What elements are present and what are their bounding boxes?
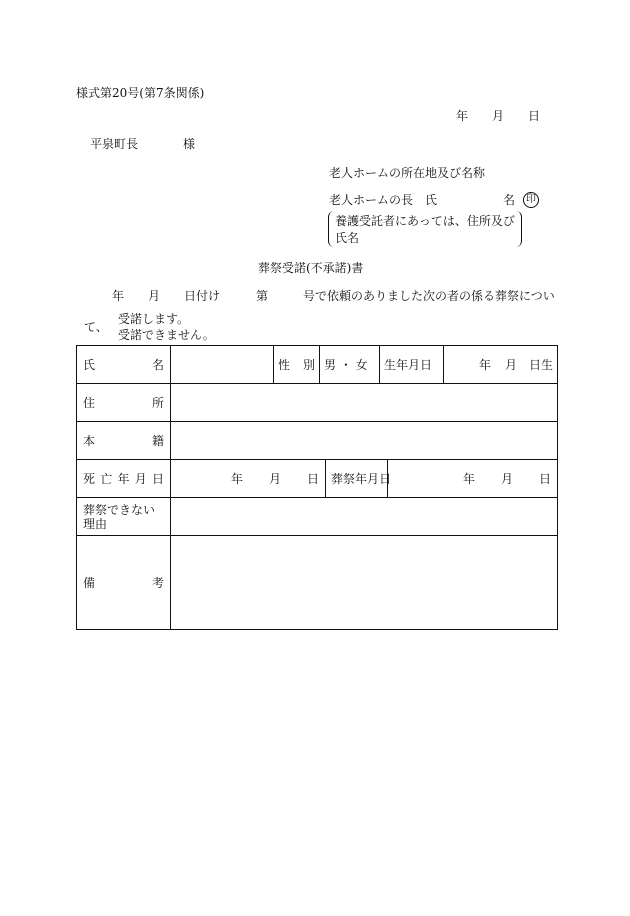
table-row-reason xyxy=(77,498,558,536)
name-label-cell: 氏 名 xyxy=(77,346,171,384)
deceased-info-table xyxy=(76,345,558,630)
sex-value-cell[interactable]: 男 ・ 女 xyxy=(320,346,380,384)
death-date-label-cell: 死 亡 年 月 日 xyxy=(77,460,171,498)
body-dai: 第 xyxy=(256,289,269,303)
table-row-dates xyxy=(77,460,558,498)
table-row-address xyxy=(77,384,558,422)
remarks-label-cell: 備 考 xyxy=(77,536,171,630)
birth-value-cell[interactable] xyxy=(444,346,558,384)
funeral-day: 日 xyxy=(539,471,552,486)
address-label-cell: 住 所 xyxy=(77,384,171,422)
address-input-cell[interactable] xyxy=(171,384,558,422)
funeral-year: 年 xyxy=(462,471,475,486)
table-row-remarks xyxy=(77,536,558,630)
funeral-date-label-cell: 葬 祭 年 月 日 xyxy=(326,460,388,498)
death-year: 年 xyxy=(230,471,243,486)
sender-name-suffix: 名 xyxy=(503,193,516,207)
funeral-date-value-cell[interactable] xyxy=(388,460,558,498)
sender-head-label: 老人ホームの長 氏 xyxy=(329,193,438,207)
header-date-year: 年 xyxy=(456,109,469,123)
seal-icon: 印 xyxy=(523,192,539,208)
reason-label-cell: 葬祭できない理由 xyxy=(77,498,171,536)
sex-label-cell: 性 別 xyxy=(274,346,320,384)
death-day: 日 xyxy=(306,471,319,486)
table-row-domicile xyxy=(77,422,558,460)
form-number: 様式第20号(第7条関係) xyxy=(76,86,205,100)
death-month: 月 xyxy=(268,471,281,486)
funeral-month: 月 xyxy=(501,471,514,486)
body-te: て、 xyxy=(84,320,108,334)
header-date-day: 日 xyxy=(528,109,541,123)
sender-note-line1: 養護受託者にあっては、住所及び xyxy=(335,214,515,228)
body-dated: 日付け xyxy=(184,289,221,303)
header-date-month: 月 xyxy=(492,109,505,123)
addressee-honorific: 様 xyxy=(183,137,196,151)
body-year: 年 xyxy=(112,289,125,303)
birth-month: 月 xyxy=(505,357,518,372)
table-row-name xyxy=(77,346,558,384)
body-option-decline: 受諾できません。 xyxy=(118,328,215,342)
birth-label-cell: 生年月日 xyxy=(380,346,444,384)
death-date-value-cell[interactable] xyxy=(171,460,326,498)
reason-input-cell[interactable] xyxy=(171,498,558,536)
body-option-accept: 受諾します。 xyxy=(118,312,190,326)
sender-location-label: 老人ホームの所在地及び名称 xyxy=(329,166,486,180)
birth-year: 年 xyxy=(478,357,491,372)
document-title: 葬祭受諾(不承諾)書 xyxy=(258,261,364,275)
remarks-input-cell[interactable] xyxy=(171,536,558,630)
birth-day: 日生 xyxy=(529,357,554,372)
addressee-name: 平泉町長 xyxy=(90,137,139,151)
body-rest: 号で依頼のありました次の者の係る葬祭につい xyxy=(303,289,555,303)
domicile-label-cell: 本 籍 xyxy=(77,422,171,460)
name-input-cell[interactable] xyxy=(171,346,274,384)
body-month: 月 xyxy=(148,289,161,303)
sender-note-line2: 氏名 xyxy=(335,231,360,245)
domicile-input-cell[interactable] xyxy=(171,422,558,460)
